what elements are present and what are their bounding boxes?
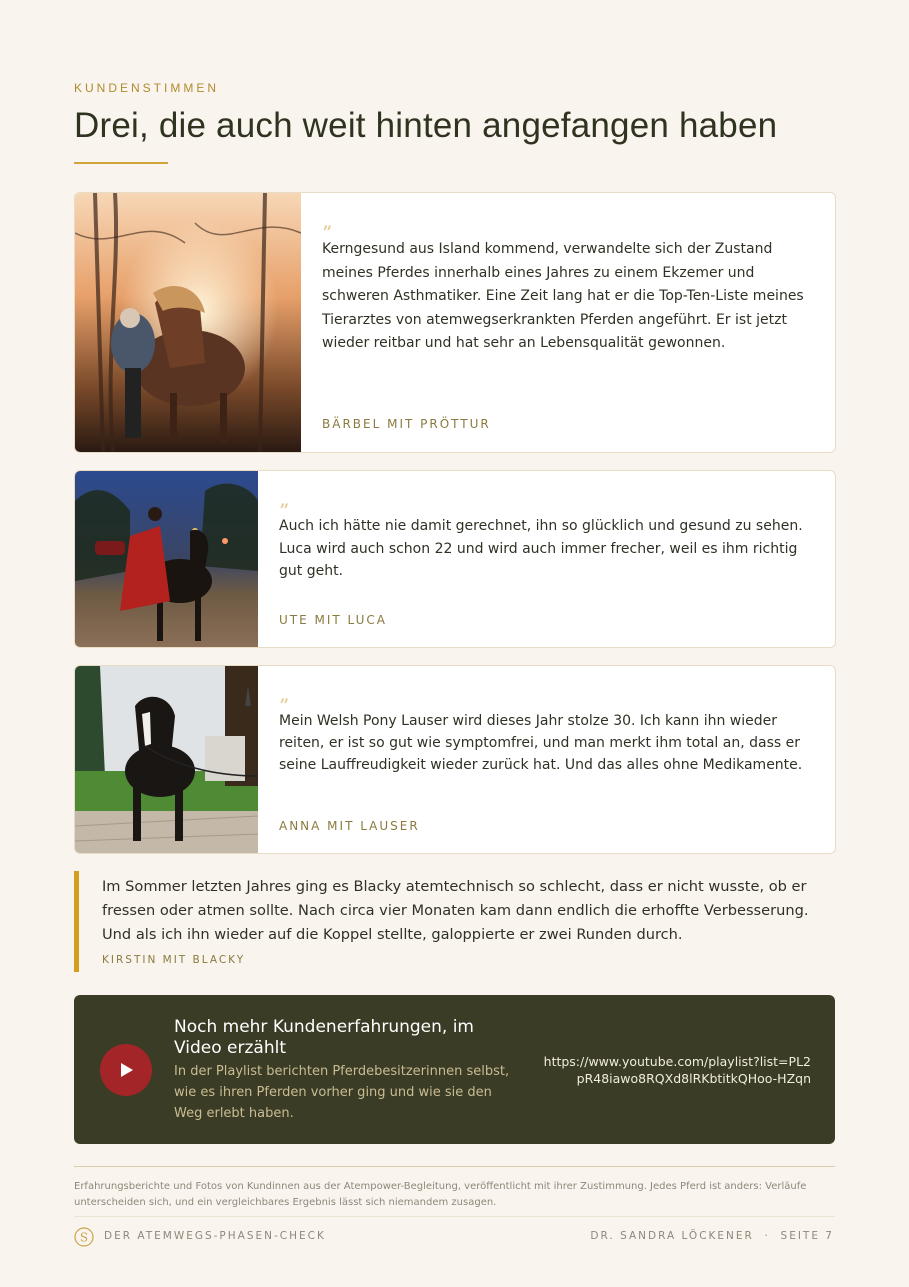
testimonial-body bbox=[258, 666, 835, 853]
footer-divider bbox=[74, 1166, 835, 1167]
pull-quote-text: Im Sommer letzten Jahres ging es Blacky atemtechnisch so schlecht, dass er nicht wusste, ob er fressen oder atmen sollte. Nach circa vier Monaten kam dann endlich die erhoffte Verbesserung. Und als ich ihn wieder auf die Koppel stellte, galoppierte er zwei Runden durch. bbox=[102, 878, 809, 943]
quote-mark-icon: ” bbox=[279, 694, 290, 718]
eyebrow-label: KUNDENSTIMMEN bbox=[74, 81, 220, 95]
play-icon bbox=[100, 1044, 152, 1096]
testimonial-author: ANNA MIT LAUSER bbox=[279, 819, 420, 833]
footer-brand: DER ATEMWEGS-PHASEN-CHECK bbox=[104, 1230, 326, 1242]
testimonial-body bbox=[301, 193, 835, 452]
testimonial-quote: Kerngesund aus Island kommend, verwandelte sich der Zustand meines Pferdes innerhalb eines Jahres zu einem Ekzemer und schweren Asthmatiker. Eine Zeit lang hat er die Top-Ten-Liste meines Tierarztes von atemwegserkrankten Pferden angeführt. Er ist jetzt wieder reitbar und hat sehr an Lebensqualität gewonnen. bbox=[322, 241, 804, 351]
logo-letter: S bbox=[79, 1230, 89, 1245]
title-underline bbox=[74, 162, 168, 164]
video-description: In der Playlist berichten Pferdebesitzerinnen selbst, wie es ihren Pferden vorher ging und wie sie den Weg erlebt haben. bbox=[174, 1064, 510, 1121]
brand-logo-icon bbox=[74, 1227, 94, 1247]
playlist-link[interactable]: https://www.youtube.com/playlist?list=PL2pR48iawo8RQXd8lRKbtitkQHoo-HZqn bbox=[543, 1054, 811, 1086]
pull-quote-accent-bar bbox=[74, 871, 79, 972]
testimonial-author: UTE MIT LUCA bbox=[279, 613, 388, 627]
footer-divider bbox=[74, 1216, 835, 1217]
video-callout bbox=[74, 995, 835, 1144]
pull-quote bbox=[74, 871, 834, 972]
testimonial-photo-barbel bbox=[75, 193, 301, 452]
footer-disclaimer: Erfahrungsberichte und Fotos von Kundinnen aus der Atempower-Begleitung, veröffentlicht mit ihrer Zustimmung. Jedes Pferd ist anders: Verläufe unterscheiden sich, und ein vergleichbares Ergebnis lässt sich niemandem zusagen. bbox=[74, 1181, 807, 1208]
testimonial-body bbox=[258, 471, 835, 647]
play-button[interactable] bbox=[100, 1044, 152, 1096]
video-title: Noch mehr Kundenerfahrungen, im Video erzählt bbox=[174, 1017, 474, 1058]
testimonial-quote: Auch ich hätte nie damit gerechnet, ihn so glücklich und gesund zu sehen. Luca wird auch schon 22 und wird auch immer frecher, weil es ihm richtig gut geht. bbox=[279, 518, 803, 579]
testimonial-photo-ute bbox=[75, 471, 258, 647]
testimonial-card bbox=[74, 470, 836, 648]
pull-quote-author: KIRSTIN MIT BLACKY bbox=[102, 954, 246, 966]
testimonial-quote: Mein Welsh Pony Lauser wird dieses Jahr stolze 30. Ich kann ihn wieder reiten, er ist so gut wie symptomfrei, und man merkt ihm total an, dass er seine Lauffreudigkeit wieder zurück hat. Und das alles ohne Medikamente. bbox=[279, 713, 803, 773]
testimonial-card bbox=[74, 192, 836, 453]
testimonial-card bbox=[74, 665, 836, 854]
page-title: Drei, die auch weit hinten angefangen haben bbox=[74, 106, 778, 145]
footer-page-info: DR. SANDRA LÖCKENER · SEITE 7 bbox=[590, 1230, 834, 1242]
testimonial-photo-anna bbox=[75, 666, 258, 853]
quote-mark-icon: ” bbox=[322, 221, 333, 245]
quote-mark-icon: ” bbox=[279, 499, 290, 523]
testimonial-author: BÄRBEL MIT PRÖTTUR bbox=[322, 417, 491, 431]
